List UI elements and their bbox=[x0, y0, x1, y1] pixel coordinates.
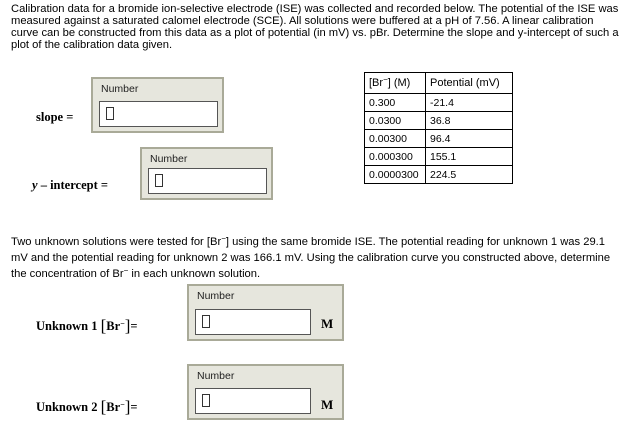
cell-concentration: 0.00300 bbox=[365, 130, 426, 148]
cell-potential: 96.4 bbox=[426, 130, 513, 148]
calibration-table bbox=[364, 72, 513, 184]
cell-concentration: 0.300 bbox=[365, 94, 426, 112]
y-intercept-label: y – intercept = bbox=[32, 178, 108, 192]
y-intercept-number-box bbox=[140, 147, 273, 200]
cell-potential: 155.1 bbox=[426, 148, 513, 166]
text-cursor-icon bbox=[202, 315, 210, 328]
unknown-1-unit: M bbox=[321, 316, 334, 331]
cell-concentration: 0.000300 bbox=[365, 148, 426, 166]
table-row bbox=[365, 130, 513, 148]
unknown-2-unit: M bbox=[321, 397, 334, 412]
unknown-1-number-label: Number bbox=[197, 290, 235, 302]
table-row bbox=[365, 148, 513, 166]
unknown-1-number-box bbox=[187, 284, 344, 341]
table-row bbox=[365, 166, 513, 184]
unknowns-paragraph: Two unknown solutions were tested for [Br−] using the same bromide ISE. The potential reading for unknown 1 was 29.1 mV and the potential reading for unknown 2 was 166.1 mV. Using the calibration curve you constructed above, determine the concentration of Br− in each unknown solution. bbox=[11, 234, 611, 280]
cell-potential: 224.5 bbox=[426, 166, 513, 184]
unknown-1-input[interactable] bbox=[195, 309, 311, 335]
cell-concentration: 0.0300 bbox=[365, 112, 426, 130]
slope-number-label: Number bbox=[101, 83, 139, 95]
cell-potential: 36.8 bbox=[426, 112, 513, 130]
unknown-2-number-label: Number bbox=[197, 370, 235, 382]
text-cursor-icon bbox=[106, 107, 114, 120]
text-cursor-icon bbox=[202, 394, 210, 407]
slope-label: slope = bbox=[36, 110, 74, 124]
y-intercept-input[interactable] bbox=[148, 168, 267, 194]
cell-potential: -21.4 bbox=[426, 94, 513, 112]
text-cursor-icon bbox=[155, 174, 163, 187]
table-row bbox=[365, 112, 513, 130]
y-intercept-number-label: Number bbox=[150, 153, 188, 165]
header-potential: Potential (mV) bbox=[426, 73, 513, 94]
unknown-2-input[interactable] bbox=[195, 388, 311, 414]
intro-paragraph: Calibration data for a bromide ion-selective electrode (ISE) was collected and recorded below. The potential of the ISE was measured against a saturated calomel electrode (SCE). All solutions were buffered at a pH of 7.56. A linear calibration curve can be constructed from this data as a plot of potential (in mV) vs. pBr. Determine the slope and y-intercept of such a plot of the calibration data given. bbox=[11, 3, 619, 51]
unknown-1-label: Unknown 1 [Br−]= bbox=[36, 316, 138, 335]
table-header-row bbox=[365, 73, 513, 94]
unknown-2-label: Unknown 2 [Br−]= bbox=[36, 397, 138, 416]
cell-concentration: 0.0000300 bbox=[365, 166, 426, 184]
table-row bbox=[365, 94, 513, 112]
slope-input[interactable] bbox=[99, 101, 218, 127]
slope-number-box bbox=[91, 77, 224, 133]
header-concentration: [Br−] (M) bbox=[365, 73, 426, 94]
